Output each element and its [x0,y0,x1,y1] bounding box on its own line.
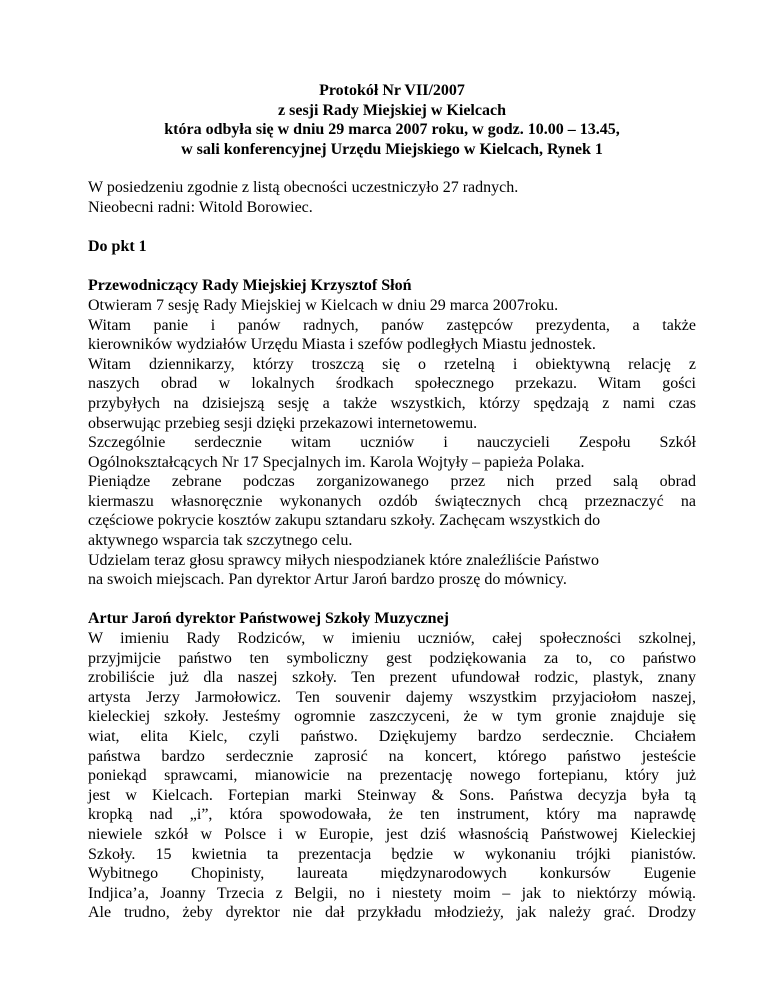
text-line: poniekąd sprawcami, mianowicie na prezentację nowego fortepianu, który już [88,767,696,785]
text-line: Witam dziennikarzy, którzy troszczą się o rzetelną i obiektywną relację z [88,355,696,373]
text-line: W imieniu Rady Rodziców, w imieniu uczniów, całej społeczności szkolnej, [88,630,696,648]
text-line: wiat, elita Kielc, czyli państwo. Dziękujemy bardzo serdecznie. Chciałem [88,728,696,745]
text-line: niewiele szkół w Polsce i w Europie, jest dziś własnością Państwowej Kieleckiej [88,825,696,843]
text-line: Szkoły. 15 kwietnia ta prezentacja będzie w wykonaniu trójki pianistów. [88,845,696,863]
session-name: z sesji Rady Miejskiej w Kielcach [278,101,506,119]
statement-text [88,296,696,590]
text-line: Otwieram 7 sesję Rady Miejskiej w Kielcach w dniu 29 marca 2007roku. [88,296,559,314]
session-date-time: która odbyła się w dniu 29 marca 2007 roku, w godz. 10.00 – 13.45, [164,121,620,139]
text-line: Wybitnego Chopinisty, laureata międzynarodowych konkursów Eugenie [88,865,696,883]
protocol-title: Protokół Nr VII/2007 [319,82,465,99]
text-line: kiermaszu własnoręcznie wykonanych ozdób świątecznych chcą przeznaczyć na [88,492,696,510]
text-line: państwa bardzo serdecznie zaprosić na koncert, którego państwo jesteście [88,747,696,765]
text-line: przyjmijcie państwo ten symboliczny gest podziękowania za to, co państwo [88,649,696,667]
text-line: aktywnego wsparcia tak szczytnego celu. [88,532,353,550]
text-line: obserwując przebieg sesji dzięki przekazowi internetowemu. [88,414,478,432]
text-line: na swoich miejscach. Pan dyrektor Artur Jaroń bardzo proszę do mównicy. [88,571,567,589]
director-statement [88,609,696,923]
statement-text [88,629,696,923]
session-location: w sali konferencyjnej Urzędu Miejskiego w Kielcach, Rynek 1 [181,140,603,158]
text-line: Udzielam teraz głosu sprawcy miłych niespodzianek które znaleźliście Państwo [88,551,599,569]
text-line: kropką nad „i”, która spowodowała, że ten instrument, który ma naprawdę [88,806,696,824]
text-line: kierowników wydziałów Urzędu Miasta i szefów podległych Miastu jednostek. [88,336,596,354]
text-line: Pieniądze zebrane podczas zorganizowanego przez nich przed salą obrad [88,473,696,491]
text-line: artysta Jerzy Jarmołowicz. Ten souvenir dajemy wszystkim przyjaciołom naszej, [88,688,696,706]
text-line: kieleckiej szkoły. Jesteśmy ogromnie zaszczyceni, że w tym gronie znajduje się [88,708,696,726]
text-line: Witam panie i panów radnych, panów zastępców prezydenta, a także [88,316,696,334]
speaker-name: Artur Jaroń dyrektor Państwowej Szkoły Muzycznej [88,610,449,628]
section-title: Do pkt 1 [88,238,147,256]
text-line: przybyłych na dzisiejszą sesję a także wszystkich, którzy spędzają z nami czas [88,394,696,412]
text-line: zrobiliście już dla naszej szkoły. Ten prezent ufundował rodzic, plastyk, znany [88,669,696,687]
text-line: jest w Kielcach. Fortepian marki Steinway & Sons. Państwa decyzja była tą [88,786,696,804]
speaker-name: Przewodniczący Rady Miejskiej Krzysztof Słoń [88,277,412,295]
chair-statement [88,276,696,590]
text-line: Szczególnie serdecznie witam uczniów i nauczycieli Zespołu Szkół [88,434,696,452]
attendance-info [88,178,696,217]
text-line: naszych obrad w lokalnych środkach społecznego przekazu. Witam gości [88,375,696,393]
text-line: Indjica’a, Joanny Trzecia z Belgii, no i niestety moim – jak to niektórzy mówią. [88,884,696,902]
attendance-line: W posiedzeniu zgodnie z listą obecności uczestniczyło 27 radnych. [88,179,519,197]
absent-line: Nieobecni radni: Witold Borowiec. [88,198,313,216]
text-line: Ogólnokształcących Nr 17 Specjalnych im. Karola Wojtyły – papieża Polaka. [88,453,585,471]
text-line: częściowe pokrycie kosztów zakupu sztandaru szkoły. Zachęcam wszystkich do [88,512,601,530]
protocol-header [88,81,696,159]
text-line: Ale trudno, żeby dyrektor nie dał przykładu młodzieży, jak należy grać. Drodzy [88,904,696,922]
